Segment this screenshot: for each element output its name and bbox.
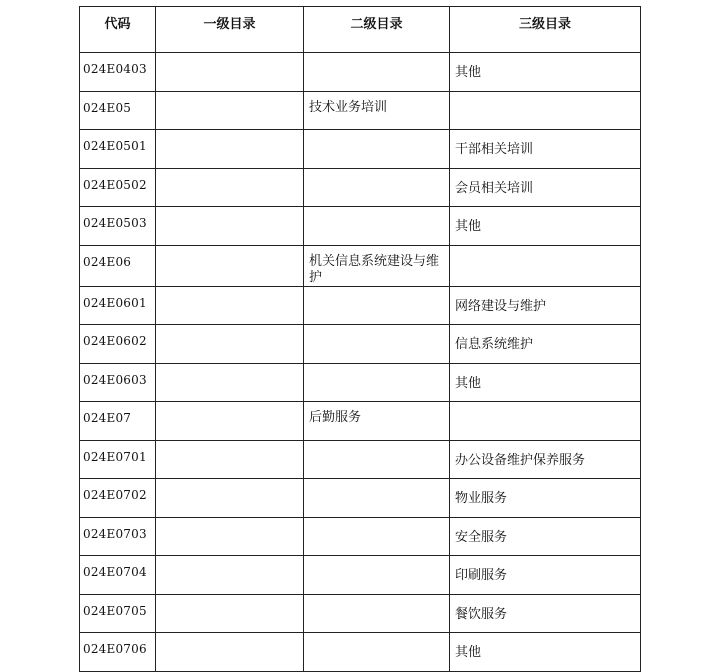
cell-code: 024E0602 — [80, 325, 156, 364]
table-row — [80, 556, 641, 595]
table-row — [80, 207, 641, 246]
cell-level1 — [156, 207, 304, 246]
cell-level2 — [304, 440, 450, 479]
cell-level3: 安全服务 — [450, 517, 641, 556]
table-row — [80, 286, 641, 325]
cell-level2 — [304, 556, 450, 595]
table-row — [80, 440, 641, 479]
table-row — [80, 633, 641, 672]
table-row — [80, 517, 641, 556]
table-row — [80, 130, 641, 169]
cell-level3: 餐饮服务 — [450, 594, 641, 633]
cell-code: 024E05 — [80, 91, 156, 130]
cell-level3 — [450, 245, 641, 286]
cell-level3: 其他 — [450, 363, 641, 402]
cell-level3: 信息系统维护 — [450, 325, 641, 364]
cell-level1 — [156, 286, 304, 325]
cell-level1 — [156, 517, 304, 556]
cell-level1 — [156, 53, 304, 92]
cell-code: 024E0502 — [80, 168, 156, 207]
cell-code: 024E0601 — [80, 286, 156, 325]
cell-code: 024E07 — [80, 402, 156, 441]
cell-level1 — [156, 440, 304, 479]
cell-level2 — [304, 325, 450, 364]
header-code: 代码 — [80, 7, 156, 53]
cell-level1 — [156, 594, 304, 633]
cell-level2 — [304, 168, 450, 207]
cell-level1 — [156, 479, 304, 518]
cell-level2: 技术业务培训 — [304, 91, 450, 130]
cell-level2: 机关信息系统建设与维护 — [304, 245, 450, 286]
cell-level1 — [156, 325, 304, 364]
cell-code: 024E06 — [80, 245, 156, 286]
cell-level2 — [304, 479, 450, 518]
cell-level1 — [156, 130, 304, 169]
cell-level3: 网络建设与维护 — [450, 286, 641, 325]
cell-level1 — [156, 363, 304, 402]
cell-level2 — [304, 594, 450, 633]
cell-level3: 印刷服务 — [450, 556, 641, 595]
table-header — [80, 7, 641, 53]
cell-code: 024E0403 — [80, 53, 156, 92]
table-body — [80, 53, 641, 672]
cell-level2 — [304, 633, 450, 672]
table-row — [80, 363, 641, 402]
cell-level2 — [304, 207, 450, 246]
cell-level2 — [304, 286, 450, 325]
cell-level1 — [156, 556, 304, 595]
table-row — [80, 245, 641, 286]
cell-level1 — [156, 245, 304, 286]
cell-code: 024E0701 — [80, 440, 156, 479]
cell-code: 024E0705 — [80, 594, 156, 633]
table-row — [80, 53, 641, 92]
cell-level3: 办公设备维护保养服务 — [450, 440, 641, 479]
table-row — [80, 325, 641, 364]
header-row — [80, 7, 641, 53]
cell-level2 — [304, 130, 450, 169]
table-row — [80, 479, 641, 518]
table-row — [80, 594, 641, 633]
cell-level3: 会员相关培训 — [450, 168, 641, 207]
cell-code: 024E0703 — [80, 517, 156, 556]
cell-level3: 干部相关培训 — [450, 130, 641, 169]
table-row — [80, 402, 641, 441]
catalog-table — [79, 6, 641, 672]
cell-level1 — [156, 91, 304, 130]
cell-code: 024E0501 — [80, 130, 156, 169]
header-level3: 三级目录 — [450, 7, 641, 53]
table-row — [80, 168, 641, 207]
cell-level3 — [450, 91, 641, 130]
cell-code: 024E0706 — [80, 633, 156, 672]
cell-level3 — [450, 402, 641, 441]
cell-level2: 后勤服务 — [304, 402, 450, 441]
cell-code: 024E0503 — [80, 207, 156, 246]
cell-level3: 其他 — [450, 633, 641, 672]
cell-level1 — [156, 402, 304, 441]
cell-level3: 其他 — [450, 207, 641, 246]
cell-level3: 其他 — [450, 53, 641, 92]
header-level2: 二级目录 — [304, 7, 450, 53]
cell-level2 — [304, 363, 450, 402]
cell-level3: 物业服务 — [450, 479, 641, 518]
cell-code: 024E0704 — [80, 556, 156, 595]
table-row — [80, 91, 641, 130]
cell-level2 — [304, 517, 450, 556]
cell-level1 — [156, 168, 304, 207]
cell-level1 — [156, 633, 304, 672]
header-level1: 一级目录 — [156, 7, 304, 53]
catalog-table-container — [79, 6, 640, 672]
cell-code: 024E0702 — [80, 479, 156, 518]
cell-code: 024E0603 — [80, 363, 156, 402]
cell-level2 — [304, 53, 450, 92]
